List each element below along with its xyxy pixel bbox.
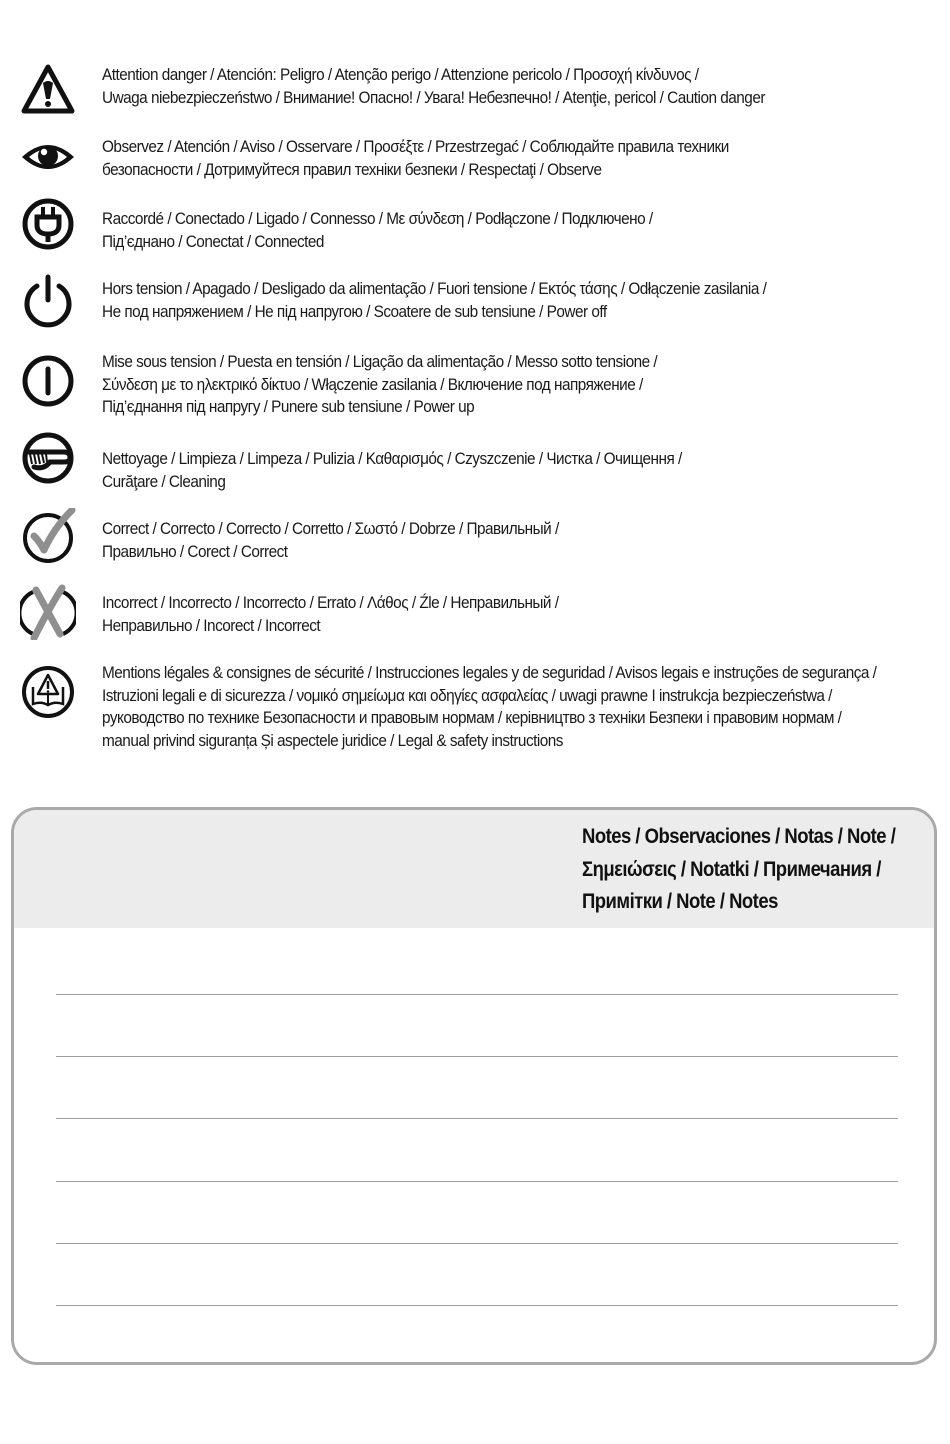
legal-book-warning-icon bbox=[20, 664, 76, 720]
brush-cleaning-icon bbox=[20, 430, 76, 486]
power-off-icon bbox=[20, 274, 76, 330]
eye-icon bbox=[20, 130, 76, 186]
notes-writing-line[interactable] bbox=[56, 1118, 898, 1119]
notes-writing-line[interactable] bbox=[56, 994, 898, 995]
notes-writing-line[interactable] bbox=[56, 1305, 898, 1306]
notes-writing-line[interactable] bbox=[56, 1243, 898, 1244]
legend-text: Observez / Atención / Aviso / Osservare / Προσέξτε / Przestrzegać / Соблюдайте правила техники безопасности / Дотримуйтеся правил техніки безпеки / Respectaţi / Observe bbox=[102, 138, 729, 179]
plug-icon bbox=[20, 196, 76, 252]
legend-text: Incorrect / Incorrecto / Incorrecto / Errato / Λάθος / Źle / Неправильный / Неправильно / Incorect / Incorrect bbox=[102, 594, 559, 635]
legend-text: Mise sous tension / Puesta en tensión / Ligação da alimentação / Messo sotto tensione / Σύνδεση με το ηλεκτρικό δίκτυο / Włączenie zasilania / Включение под напряжение / Під’єднання під напругу / Punere sub tensiune / Power up bbox=[102, 353, 658, 416]
power-on-icon bbox=[20, 353, 76, 409]
legend-text: Nettoyage / Limpieza / Limpeza / Pulizia / Καθαρισμός / Czyszczenie / Чистка / Очищення / Curăţare / Cleaning bbox=[102, 450, 682, 491]
legend-text: Raccordé / Conectado / Ligado / Connesso / Με σύνδεση / Podłączone / Подключено / Під’єднано / Conectat / Connected bbox=[102, 210, 653, 251]
legend-text: Hors tension / Apagado / Desligado da alimentação / Fuori tensione / Εκτός τάσης / Odłączenie zasilania / Не под напряжением / Не під напругою / Scoatere de sub tensiune / Power off bbox=[102, 280, 767, 321]
notes-writing-line[interactable] bbox=[56, 1181, 898, 1182]
legend-text: Mentions légales & consignes de sécurité / Instrucciones legales y de seguridad / Avisos legais e instruções de segurança / Istruzioni legali e di sicurezza / νομικό σημείωμα και οδηγίες ασφαλείας / uwagi prawne I instrukcja bezpieczeństwa / руководство по технике Безопасности и правовым нормам / керівництво з техніки Безпеки і правовим нормам / manual privind siguranța Și aspectele juridice / Legal & safety instructions bbox=[102, 664, 877, 750]
check-correct-icon bbox=[20, 508, 76, 564]
warning-triangle-icon bbox=[20, 62, 76, 118]
notes-title: Notes / Observaciones / Notas / Note / Σημειώσεις / Notatki / Примечания / Примітки / Note / Notes bbox=[582, 824, 896, 913]
legend-text: Attention danger / Atención: Peligro / Atenção perigo / Attenzione pericolo / Προσοχή κίνδυνος / Uwaga niebezpieczeństwo / Внимание! Опасно! / Увага! Небезпечно! / Atenţie, pericol / Caution danger bbox=[102, 66, 765, 107]
cross-incorrect-icon bbox=[20, 584, 76, 640]
legend-text: Correct / Correcto / Correcto / Corretto / Σωστό / Dobrze / Правильный / Правильно / Corect / Correct bbox=[102, 520, 559, 561]
notes-panel bbox=[11, 807, 937, 1365]
notes-writing-line[interactable] bbox=[56, 1056, 898, 1057]
notes-header bbox=[14, 810, 934, 928]
